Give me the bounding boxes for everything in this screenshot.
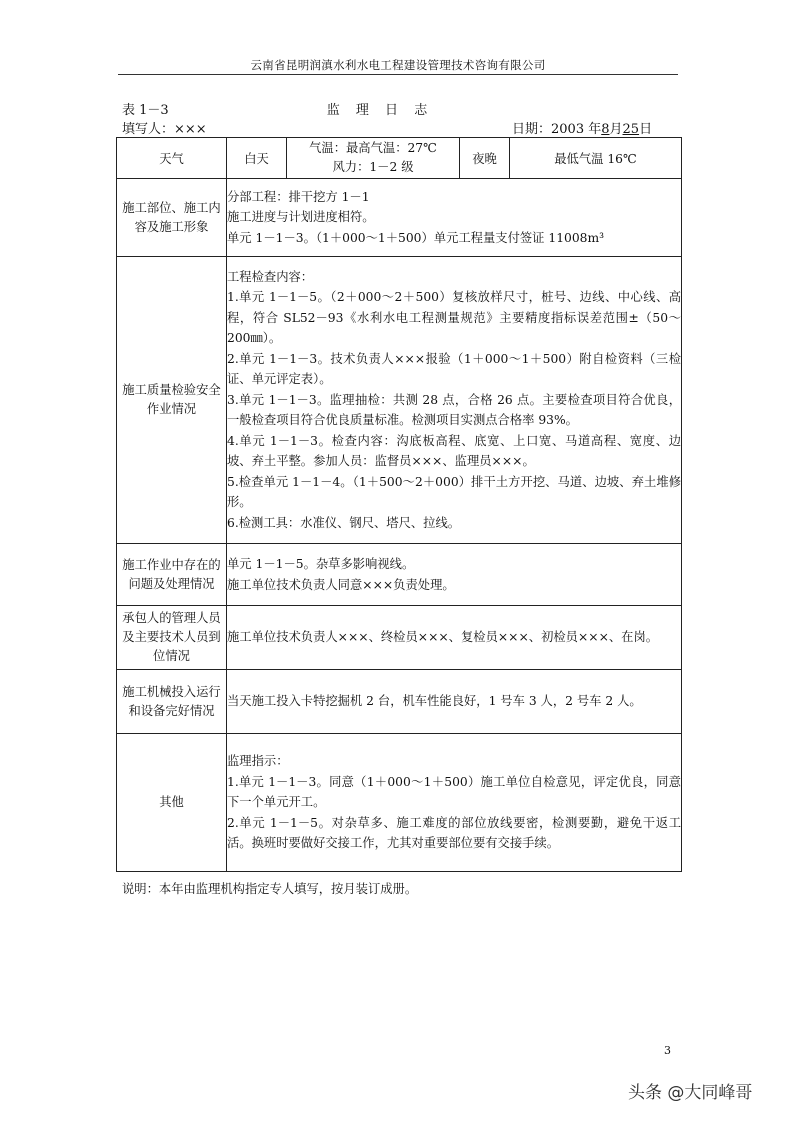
footnote: 说明：本年由监理机构指定专人填写，按月装订成册。: [122, 882, 418, 896]
section-label: 其他: [117, 734, 227, 872]
section-content: [227, 257, 682, 544]
form-title: 监 理 日 志: [326, 103, 434, 118]
section-content: [227, 670, 682, 734]
date-day: 25: [622, 122, 640, 137]
content-line: 6.检测工具：水准仪、钢尺、塔尺、拉线。: [227, 515, 461, 530]
company-name: 云南省昆明润滇水利水电工程建设管理技术咨询有限公司: [250, 58, 546, 72]
date-suffix: 日: [639, 122, 653, 137]
content-line: 监理指示：: [227, 754, 289, 769]
section-row-staff: [117, 606, 682, 670]
content-line: 4.单元 1－1－3。检查内容：沟底板高程、底宽、上口宽、马道高程、宽度、边坡、弃土平整。参加人员：监督员×××、监理员×××。: [227, 433, 681, 469]
section-content: [227, 606, 682, 670]
section-row-other: [117, 734, 682, 872]
date-prefix: 日期：2003 年: [512, 122, 602, 137]
section-label: 施工部位、施工内容及施工形象: [117, 179, 227, 257]
section-row-issues: [117, 544, 682, 606]
section-label: 施工质量检验安全作业情况: [117, 257, 227, 544]
content-line: 3.单元 1－1－3。监理抽检：共测 28 点，合格 26 点。主要检查项目符合优良，一般检查项目符合优良质量标准。检测项目实测点合格率 93%。: [227, 392, 681, 428]
section-label: 施工机械投入运行和设备完好情况: [117, 670, 227, 734]
content-line: 单元 1－1－3。（1＋000～1＋500）单元工程量支付签证 11008m³: [227, 230, 605, 245]
content-line: 1.单元 1－1－3。同意（1＋000～1＋500）施工单位自检意见，评定优良，同意下一个单元开工。: [227, 774, 681, 810]
daytime-label: 白天: [227, 138, 287, 179]
content-line: 2.单元 1－1－5。对杂草多、施工难度的部位放线要密，检测要勤，避免干返工活。换班时要做好交接工作，尤其对重要部位要有交接手续。: [227, 815, 681, 851]
day-temperature: 气温：最高气温：27℃: [309, 141, 437, 155]
log-date: [512, 118, 652, 137]
weather-row: [117, 138, 682, 179]
date-mid: 月: [609, 122, 623, 137]
content-line: 工程检查内容：: [227, 269, 314, 284]
section-label: 施工作业中存在的问题及处理情况: [117, 544, 227, 606]
content-line: 2.单元 1－1－3。技术负责人×××报验（1＋000～1＋500）附自检资料（三检证、单元评定表）。: [227, 351, 681, 387]
date-month: 8: [601, 122, 610, 137]
night-temperature: 最低气温 16℃: [510, 138, 682, 179]
content-line: 当天施工投入卡特挖掘机 2 台，机车性能良好，1 号车 3 人，2 号车 2 人。: [227, 694, 642, 709]
content-line: 1.单元 1－1－5。（2＋000～2＋500）复核放样尺寸，桩号、边线、中心线、高程，符合 SL52－93《水利水电工程测量规范》主要精度指标误差范围±（50～200㎜）。: [227, 290, 681, 346]
header-divider: [118, 74, 678, 75]
weather-label: 天气: [117, 138, 227, 179]
section-content: [227, 734, 682, 872]
section-content: [227, 179, 682, 257]
content-line: 单元 1－1－5。杂草多影响视线。: [227, 557, 415, 571]
content-line: 施工单位技术负责人×××、终检员×××、复检员×××、初检员×××、在岗。: [227, 630, 659, 645]
supervision-log-table: [116, 137, 682, 872]
content-line: 5.检查单元 1－1－4。（1＋500～2＋000）排干土方开挖、马道、边坡、弃土堆修形。: [227, 474, 681, 510]
section-label: 承包人的管理人员及主要技术人员到位情况: [117, 606, 227, 670]
content-line: 施工单位技术负责人同意×××负责处理。: [227, 577, 455, 592]
section-row-construction: [117, 179, 682, 257]
section-row-quality: [117, 257, 682, 544]
section-content: [227, 544, 682, 606]
page-number: 3: [664, 1044, 671, 1057]
form-number: 表 1－3: [122, 103, 169, 118]
watermark: 头条 @大同峰哥: [628, 1083, 753, 1103]
filler-name: 填写人：×××: [122, 122, 207, 137]
content-line: 施工进度与计划进度相符。: [227, 210, 375, 225]
day-weather: [287, 138, 460, 179]
wind-force: 风力：1－2 级: [332, 160, 414, 174]
night-label: 夜晚: [460, 138, 510, 179]
content-line: 分部工程：排干挖方 1－1: [227, 189, 370, 204]
section-row-machinery: [117, 670, 682, 734]
